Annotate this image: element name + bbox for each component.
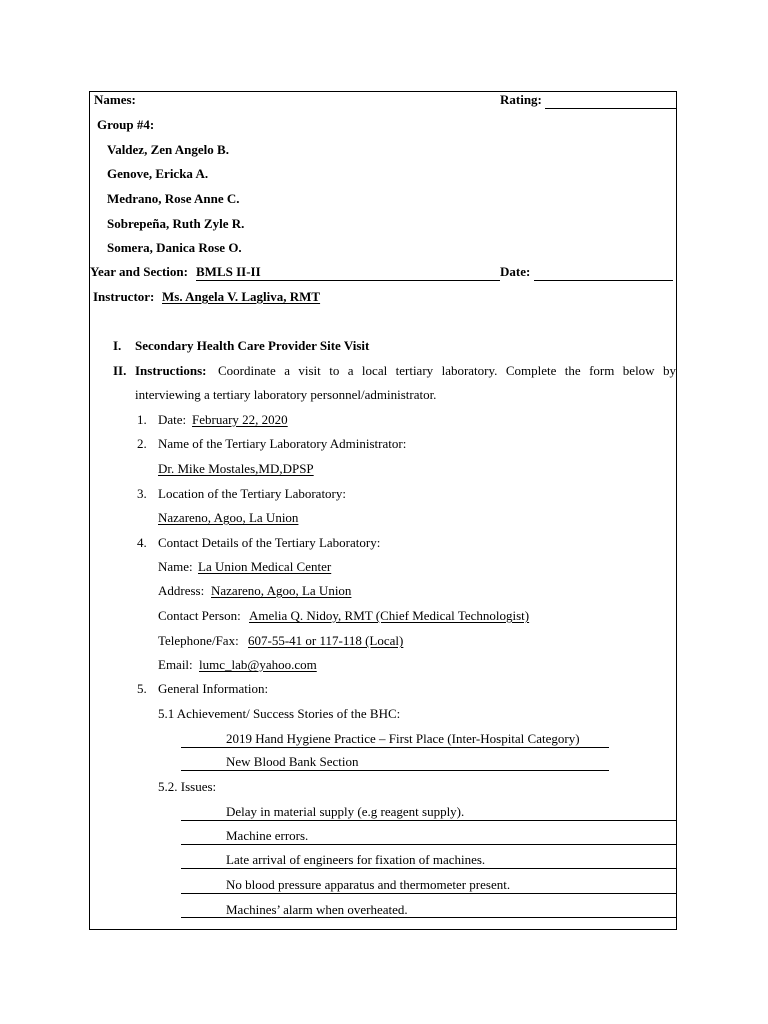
subsection-5-1-label: 5.1 Achievement/ Success Stories of the BHC: <box>158 706 401 721</box>
item-2-number: 2. <box>137 436 147 451</box>
year-section-label: Year and Section: <box>90 264 188 279</box>
achievement-line <box>181 770 609 771</box>
contact-name-label: Name: <box>158 559 193 574</box>
instructor-label: Instructor: <box>93 289 155 304</box>
instructions-text-line-1: Coordinate a visit to a local tertiary laboratory. Complete the form below by <box>218 363 676 378</box>
achievement-item: 2019 Hand Hygiene Practice – First Place (Inter-Hospital Category) <box>226 731 580 746</box>
issue-item: Delay in material supply (e.g reagent supply). <box>226 804 465 819</box>
issue-line <box>181 868 676 869</box>
section-2-numeral: II. <box>113 363 127 378</box>
item-1-value: February 22, 2020 <box>192 412 288 427</box>
item-3-number: 3. <box>137 486 147 501</box>
issue-item: Machines’ alarm when overheated. <box>226 902 408 917</box>
member-name: Sobrepeña, Ruth Zyle R. <box>107 216 245 231</box>
achievement-item: New Blood Bank Section <box>226 754 359 769</box>
address-value: Nazareno, Agoo, La Union <box>211 583 352 598</box>
year-section-underline <box>196 280 500 281</box>
issue-line <box>181 844 676 845</box>
email-label: Email: <box>158 657 193 672</box>
year-section-value: BMLS II-II <box>196 264 261 279</box>
date-label: Date: <box>500 264 531 279</box>
telephone-value: 607-55-41 or 117-118 (Local) <box>248 633 404 648</box>
member-name: Valdez, Zen Angelo B. <box>107 142 229 157</box>
member-name: Somera, Danica Rose O. <box>107 240 242 255</box>
issue-item: Machine errors. <box>226 828 309 843</box>
item-5-number: 5. <box>137 681 147 696</box>
contact-name-value: La Union Medical Center <box>198 559 332 574</box>
contact-person-label: Contact Person: <box>158 608 241 623</box>
address-label: Address: <box>158 583 205 598</box>
email-value: lumc_lab@yahoo.com <box>199 657 317 672</box>
item-2-label: Name of the Tertiary Laboratory Administrator: <box>158 436 407 451</box>
member-name: Genove, Ericka A. <box>107 166 209 181</box>
section-1-numeral: I. <box>113 338 122 353</box>
subsection-5-2-label: 5.2. Issues: <box>158 779 217 794</box>
instructor-value: Ms. Angela V. Lagliva, RMT <box>162 289 321 304</box>
item-1-label: Date: <box>158 412 187 427</box>
achievement-line <box>181 747 609 748</box>
issue-item: No blood pressure apparatus and thermometer present. <box>226 877 511 892</box>
item-4-number: 4. <box>137 535 147 550</box>
issue-item: Late arrival of engineers for fixation of machines. <box>226 852 486 867</box>
rating-label: Rating: <box>500 92 542 107</box>
item-4-label: Contact Details of the Tertiary Laboratory: <box>158 535 381 550</box>
group-label: Group #4: <box>97 117 155 132</box>
member-name: Medrano, Rose Anne C. <box>107 191 240 206</box>
issue-line <box>181 820 676 821</box>
rating-blank-line <box>545 108 677 109</box>
instructions-text-line-2: interviewing a tertiary laboratory personnel/administrator. <box>135 387 437 402</box>
contact-person-value: Amelia Q. Nidoy, RMT (Chief Medical Technologist) <box>249 608 530 623</box>
instructions-label: Instructions: <box>135 363 207 378</box>
names-label: Names: <box>94 92 136 107</box>
section-1-title: Secondary Health Care Provider Site Visit <box>135 338 370 353</box>
item-3-label: Location of the Tertiary Laboratory: <box>158 486 346 501</box>
item-2-value: Dr. Mike Mostales,MD,DPSP <box>158 461 314 476</box>
telephone-label: Telephone/Fax: <box>158 633 239 648</box>
issue-line <box>181 893 676 894</box>
item-5-label: General Information: <box>158 681 269 696</box>
issue-line <box>181 917 676 918</box>
item-1-number: 1. <box>137 412 147 427</box>
item-3-value: Nazareno, Agoo, La Union <box>158 510 299 525</box>
date-blank-line <box>534 280 673 281</box>
